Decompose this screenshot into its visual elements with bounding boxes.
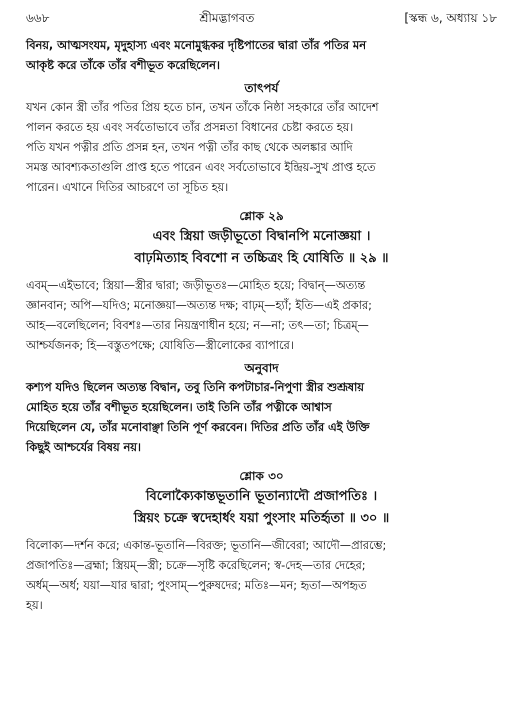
chapter-reference: [স্কন্ধ ৬, অধ্যায় ১৮ <box>404 11 497 25</box>
verse-30-synonyms: অর্ধম্—অর্ধ; যয়া—যার দ্বারা; পুংসাম্—পুরুষদের; মতিঃ—মন; হৃতা—অপহৃত <box>26 579 367 592</box>
translation-line: বিনয়, আত্মসংযম, মৃদুহাস্য এবং মনোমুগ্ধকর দৃষ্টিপাতের দ্বারা তাঁর পতির মন <box>26 39 366 52</box>
verse-29-translation: কিছুই আশ্চর্যের বিষয় নয়। <box>26 441 141 454</box>
verse-29-translation: কশ্যপ যদিও ছিলেন অত্যন্ত বিদ্বান, তবু তিনি কপটাচার-নিপুণা স্ত্রীর শুশ্রূষায় <box>26 381 364 394</box>
verse-29-translation: দিয়েছিলেন যে, তাঁর মনোবাঞ্ছা তিনি পূর্ণ করবেন। দিতির প্রতি তাঁর এই উক্তি <box>26 421 370 434</box>
purport-heading: তাৎপর্য <box>244 81 279 95</box>
verse-29-translation-heading: অনুবাদ <box>244 361 279 375</box>
purport-line: পালন করতে হয় এবং সর্বতোভাবে তাঁর প্রসন্নতা বিধানের চেষ্টা করতে হয়। <box>26 121 354 134</box>
verse-30-heading: শ্লোক ৩০ <box>239 469 284 483</box>
verse-30-line: বিলোক্যৈকান্তভূতানি ভূতান্যাদৌ প্রজাপতিঃ । <box>145 489 378 504</box>
verse-30-synonyms: বিলোক্য—দর্শন করে; একান্ত-ভূতানি—বিরক্ত; ভূতানি—জীবেরা; আদৌ—প্রারম্ভে; <box>26 539 387 552</box>
page-header <box>26 10 497 30</box>
purport-line: সমস্ত আবশ্যকতাগুলি প্রাপ্ত হতে পারেন এবং সর্বতোভাবে ইন্দ্রিয়-সুখ প্রাপ্ত হতে <box>26 161 376 174</box>
verse-30-synonyms: হয়। <box>26 599 43 612</box>
book-title: শ্রীমদ্ভাগবত <box>199 11 255 25</box>
verse-29-synonyms: আহ—বলেছিলেন; বিবশঃ—তার নিয়ন্ত্রণাধীন হয়ে; ন—না; তৎ—তা; চিত্রম্— <box>26 319 369 332</box>
purport-line: যখন কোন স্ত্রী তাঁর পতির প্রিয় হতে চান, তখন তাঁকে নিষ্ঠা সহকারে তাঁর আদেশ <box>26 101 379 114</box>
verse-29-synonyms: জ্ঞানবান; অপি—যদিও; মনোজ্ঞয়া—অত্যন্ত দক্ষ; বাঢ়ম্—হ্যাঁ; ইতি—এই প্রকার; <box>26 299 372 312</box>
page-number: ৬৬৮ <box>26 11 50 25</box>
purport-line: পতি যখন পত্নীর প্রতি প্রসন্ন হন, তখন পত্নী তাঁর কাছ থেকে অলঙ্কার আদি <box>26 141 353 154</box>
verse-29-line: বাঢ়মিত্যাহ বিবশো ন তচ্চিত্রং হি যোষিতি ॥ ২৯ ॥ <box>134 251 389 266</box>
verse-30-line: স্ত্রিয়ং চক্রে স্বদেহার্ধং যয়া পুংসাং মতির্হৃতা ॥ ৩০ ॥ <box>133 511 390 526</box>
translation-line: আকৃষ্ট করে তাঁকে তাঁর বশীভূত করেছিলেন। <box>26 59 220 72</box>
verse-29-synonyms: এবম্—এইভাবে; স্ত্রিয়া—স্ত্রীর দ্বারা; জড়ীভূতঃ—মোহিত হয়ে; বিদ্বান্—অত্যন্ত <box>26 279 366 292</box>
verse-29-line: এবং স্ত্রিয়া জড়ীভূতো বিদ্বানপি মনোজ্ঞয়া । <box>152 229 371 244</box>
verse-29-translation: মোহিত হয়ে তাঁর বশীভূত হয়েছিলেন। তাই তিনি তাঁর পত্নীকে আশ্বাস <box>26 401 332 414</box>
verse-30-synonyms: প্রজাপতিঃ—ব্রহ্মা; স্ত্রিয়ম্—স্ত্রী; চক্রে—সৃষ্টি করেছিলেন; স্ব-দেহ—তার দেহের; <box>26 559 366 572</box>
purport-line: পারেন। এখানে দিতির আচরণে তা সূচিত হয়। <box>26 181 229 194</box>
verse-29-synonyms: আশ্চর্যজনক; হি—বস্তুতপক্ষে; যোষিতি—স্ত্রীলোকের ব্যাপারে। <box>26 339 294 352</box>
verse-29-heading: শ্লোক ২৯ <box>239 209 284 223</box>
